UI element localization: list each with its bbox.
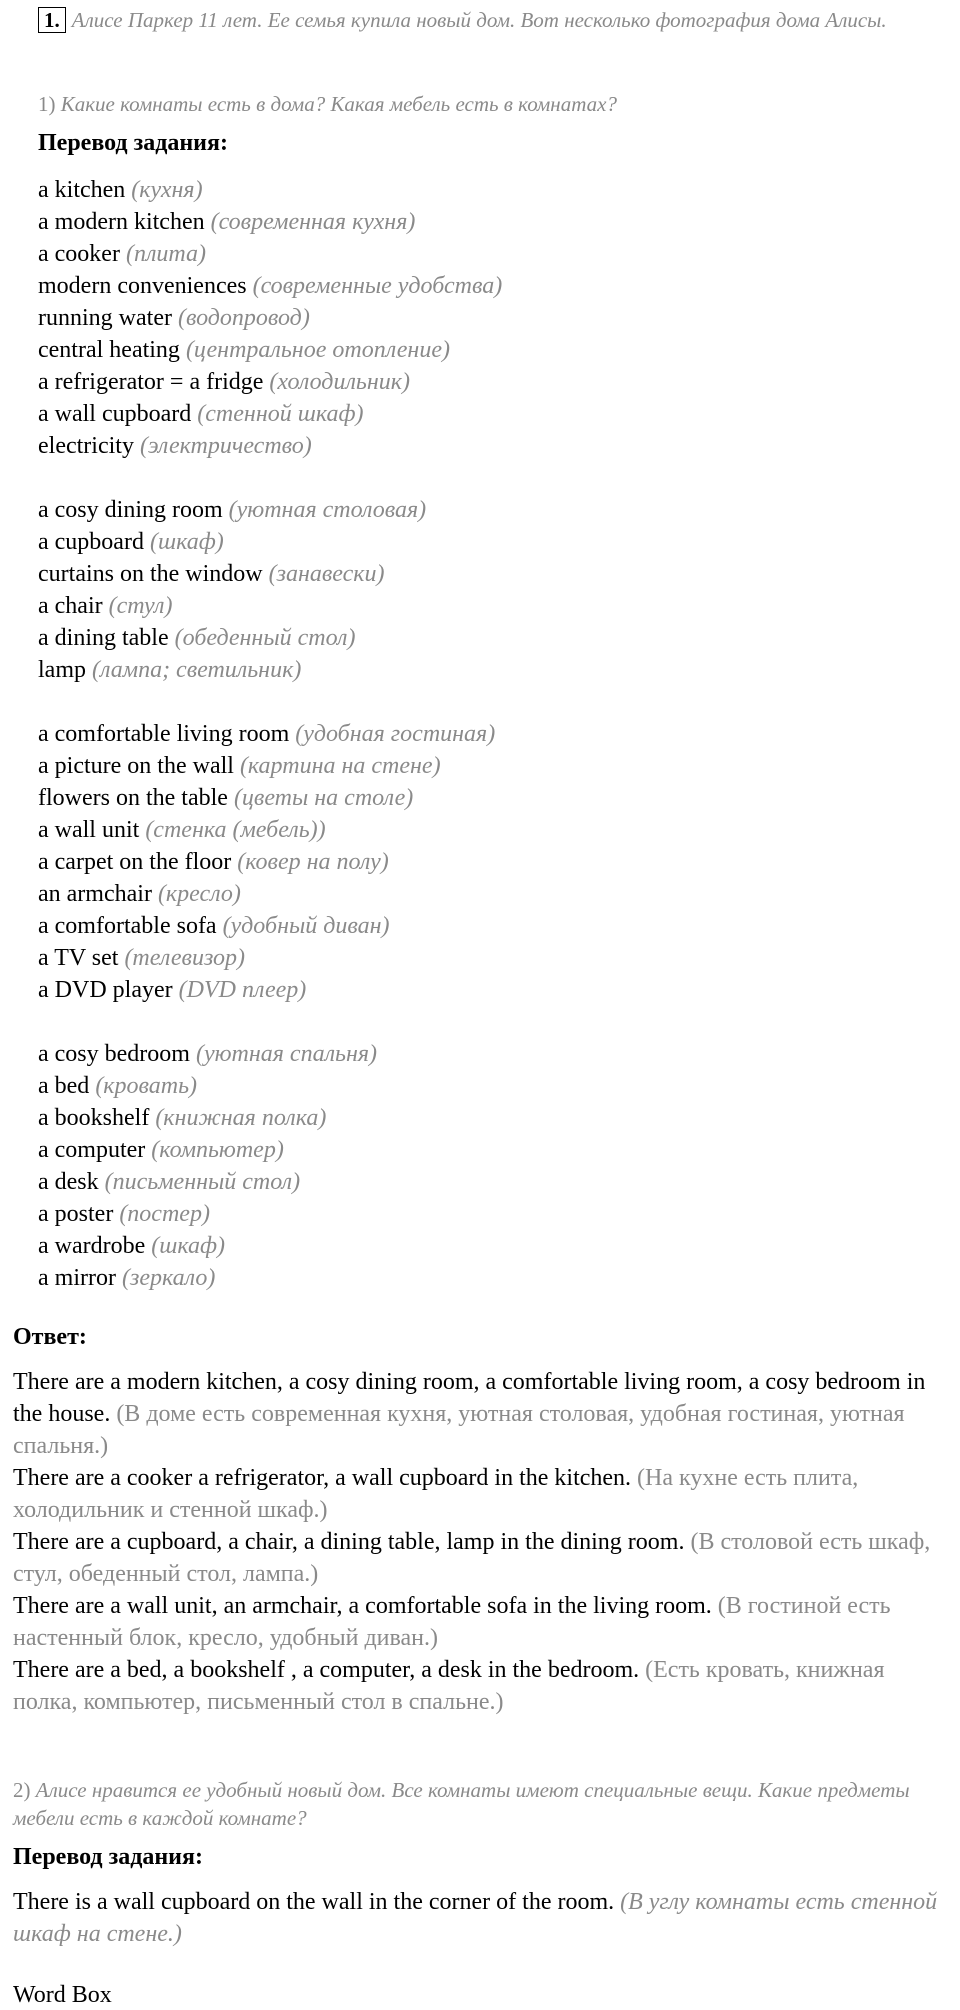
vocab-item [38, 654, 938, 686]
vocab-item [38, 942, 938, 974]
vocab-translation: (зеркало) [121, 1265, 216, 1291]
answer-translation: (Есть кровать, книжная полка, компьютер, письменный стол в спальне.) [13, 1657, 885, 1715]
vocab-term: curtains on the window [38, 561, 263, 587]
vocab-translation: (картина на стене) [239, 753, 441, 779]
vocab-translation: (кровать) [95, 1073, 198, 1099]
question-2-text: Алисе нравится ее удобный новый дом. Все комнаты имеют специальные вещи. Какие предметы мебели есть в каждой комнате? [13, 1778, 910, 1830]
vocab-term: a comfortable sofa [38, 913, 217, 939]
translation-heading-1: Перевод задания: [38, 130, 228, 156]
vocab-term: a cooker [38, 241, 120, 267]
example-sentence [13, 1886, 948, 1950]
vocab-translation: (DVD плеер) [178, 977, 307, 1003]
vocab-term: a carpet on the floor [38, 849, 232, 875]
question-1 [38, 90, 943, 118]
vocab-term: a cosy dining room [38, 497, 223, 523]
vocab-item [38, 1070, 938, 1102]
task-number-badge: 1. [38, 7, 66, 33]
vocab-translation: (шкаф) [149, 529, 224, 555]
vocab-term: a poster [38, 1201, 114, 1227]
vocab-translation: (телевизор) [124, 945, 245, 971]
vocab-item [38, 590, 938, 622]
question-1-text: Какие комнаты есть в дома? Какая мебель есть в комнатах? [60, 92, 617, 116]
vocab-translation: (ковер на полу) [237, 849, 389, 875]
vocab-item [38, 398, 938, 430]
vocab-term: a wall cupboard [38, 401, 192, 427]
answer-translation: (В столовой есть шкаф, стул, обеденный стол, лампа.) [13, 1529, 931, 1587]
vocab-item [38, 1038, 938, 1070]
vocab-term: a mirror [38, 1265, 116, 1291]
vocab-translation: (уютная спальня) [195, 1041, 378, 1067]
vocab-translation: (современная кухня) [210, 209, 416, 235]
vocab-translation: (удобная гостиная) [295, 721, 496, 747]
answer-paragraph [13, 1590, 948, 1654]
example-sentence-ru: (В углу комнаты есть стенной шкаф на стене.) [13, 1889, 938, 1947]
vocab-translation: (кресло) [157, 881, 241, 907]
vocab-translation: (центральное отопление) [185, 337, 450, 363]
vocab-item [38, 494, 938, 526]
vocab-item [38, 558, 938, 590]
vocab-translation: (книжная полка) [155, 1105, 327, 1131]
vocabulary-list [38, 174, 938, 1326]
vocab-term: a chair [38, 593, 103, 619]
vocab-group [38, 174, 938, 462]
vocab-translation: (электричество) [139, 433, 312, 459]
vocab-term: a cosy bedroom [38, 1041, 196, 1067]
vocab-translation: (цветы на столе) [233, 785, 414, 811]
vocab-item [38, 622, 938, 654]
vocab-term: running water [38, 305, 172, 331]
vocab-term: flowers on the table [38, 785, 228, 811]
vocab-translation: (холодильник) [269, 369, 410, 395]
vocab-term: central heating [38, 337, 180, 363]
vocab-translation: (письменный стол) [104, 1169, 301, 1195]
vocab-term: a wardrobe [38, 1233, 146, 1259]
vocab-item [38, 878, 938, 910]
vocab-translation: (стенной шкаф) [197, 401, 364, 427]
vocab-item [38, 1134, 938, 1166]
vocab-term: a desk [38, 1169, 105, 1195]
answer-paragraph [13, 1654, 948, 1718]
question-1-number: 1) [38, 92, 56, 116]
vocab-translation: (кухня) [131, 177, 203, 203]
vocab-term: lamp [38, 657, 86, 683]
answer-text: There are a modern kitchen, a cosy dining room, a comfortable living room, a cosy bedroom in the house. [13, 1369, 926, 1427]
translation-heading-2: Перевод задания: [13, 1844, 203, 1870]
answer-paragraph [13, 1462, 948, 1526]
vocab-term: a bed [38, 1073, 90, 1099]
vocab-item [38, 334, 938, 366]
vocab-item [38, 1198, 938, 1230]
vocab-translation: (занавески) [268, 561, 385, 587]
vocab-item [38, 1262, 938, 1294]
vocab-translation: (шкаф) [151, 1233, 226, 1259]
vocab-term: a DVD player [38, 977, 173, 1003]
vocab-item [38, 910, 938, 942]
answers-block [13, 1366, 948, 1718]
vocab-term: a bookshelf [38, 1105, 156, 1131]
vocab-term: a comfortable living room [38, 721, 290, 747]
vocab-translation: (уютная столовая) [228, 497, 427, 523]
example-sentence-en: There is a wall cupboard on the wall in the corner of the room. [13, 1889, 615, 1915]
vocab-item [38, 174, 938, 206]
answer-paragraph [13, 1366, 948, 1462]
vocab-term: modern conveniences [38, 273, 247, 299]
vocab-term: a kitchen [38, 177, 126, 203]
vocab-item [38, 846, 938, 878]
vocab-item [38, 1166, 938, 1198]
vocab-translation: (стул) [108, 593, 173, 619]
answer-translation: (В гостиной есть настенный блок, кресло, удобный диван.) [13, 1593, 891, 1651]
vocab-term: a wall unit [38, 817, 140, 843]
vocab-item [38, 1102, 938, 1134]
vocab-term: a refrigerator = a fridge [38, 369, 264, 395]
vocab-translation: (обеденный стол) [174, 625, 356, 651]
vocab-group [38, 718, 938, 1006]
task-intro-text: Алисе Паркер 11 лет. Ее семья купила новый дом. Вот несколько фотография дома Алисы. [71, 8, 887, 32]
answer-text: There are a wall unit, an armchair, a comfortable sofa in the living room. [13, 1593, 718, 1619]
vocab-term: a computer [38, 1137, 146, 1163]
vocab-term: a modern kitchen [38, 209, 205, 235]
word-box-title: Word Box [13, 1982, 112, 2008]
vocab-item [38, 526, 938, 558]
vocab-item [38, 718, 938, 750]
question-2 [13, 1776, 948, 1832]
vocab-translation: (постер) [119, 1201, 210, 1227]
vocab-translation: (удобный диван) [222, 913, 390, 939]
vocab-item [38, 782, 938, 814]
vocab-term: an armchair [38, 881, 158, 907]
vocab-translation: (водопровод) [177, 305, 310, 331]
answer-paragraph [13, 1526, 948, 1590]
question-2-number: 2) [13, 1778, 31, 1802]
vocab-item [38, 1230, 938, 1262]
vocab-group [38, 494, 938, 686]
vocab-term: a dining table [38, 625, 169, 651]
vocab-translation: (стенка (мебель)) [145, 817, 326, 843]
vocab-term: electricity [38, 433, 134, 459]
answer-text: There are a cupboard, a chair, a dining table, lamp in the dining room. [13, 1529, 685, 1555]
vocab-term: a cupboard [38, 529, 144, 555]
vocab-translation: (плита) [125, 241, 207, 267]
vocab-translation: (компьютер) [151, 1137, 284, 1163]
vocab-item [38, 430, 938, 462]
vocab-item [38, 814, 938, 846]
vocab-item [38, 750, 938, 782]
vocab-translation: (лампа; светильник) [92, 657, 302, 683]
vocab-group [38, 1038, 938, 1294]
vocab-translation: (современные удобства) [252, 273, 503, 299]
answer-text: There are a cooker a refrigerator, a wall cupboard in the kitchen. [13, 1465, 632, 1491]
vocab-item [38, 366, 938, 398]
vocab-item [38, 206, 938, 238]
answer-text: There are a bed, a bookshelf , a computer, a desk in the bedroom. [13, 1657, 640, 1683]
vocab-term: a TV set [38, 945, 119, 971]
vocab-item [38, 974, 938, 1006]
vocab-item [38, 270, 938, 302]
answer-translation: (На кухне есть плита, холодильник и стенной шкаф.) [13, 1465, 859, 1523]
vocab-item [38, 238, 938, 270]
answer-heading: Ответ: [13, 1324, 87, 1350]
task-intro [38, 6, 943, 34]
vocab-item [38, 302, 938, 334]
vocab-term: a picture on the wall [38, 753, 234, 779]
answer-translation: (В доме есть современная кухня, уютная столовая, удобная гостиная, уютная спальня.) [13, 1401, 905, 1459]
